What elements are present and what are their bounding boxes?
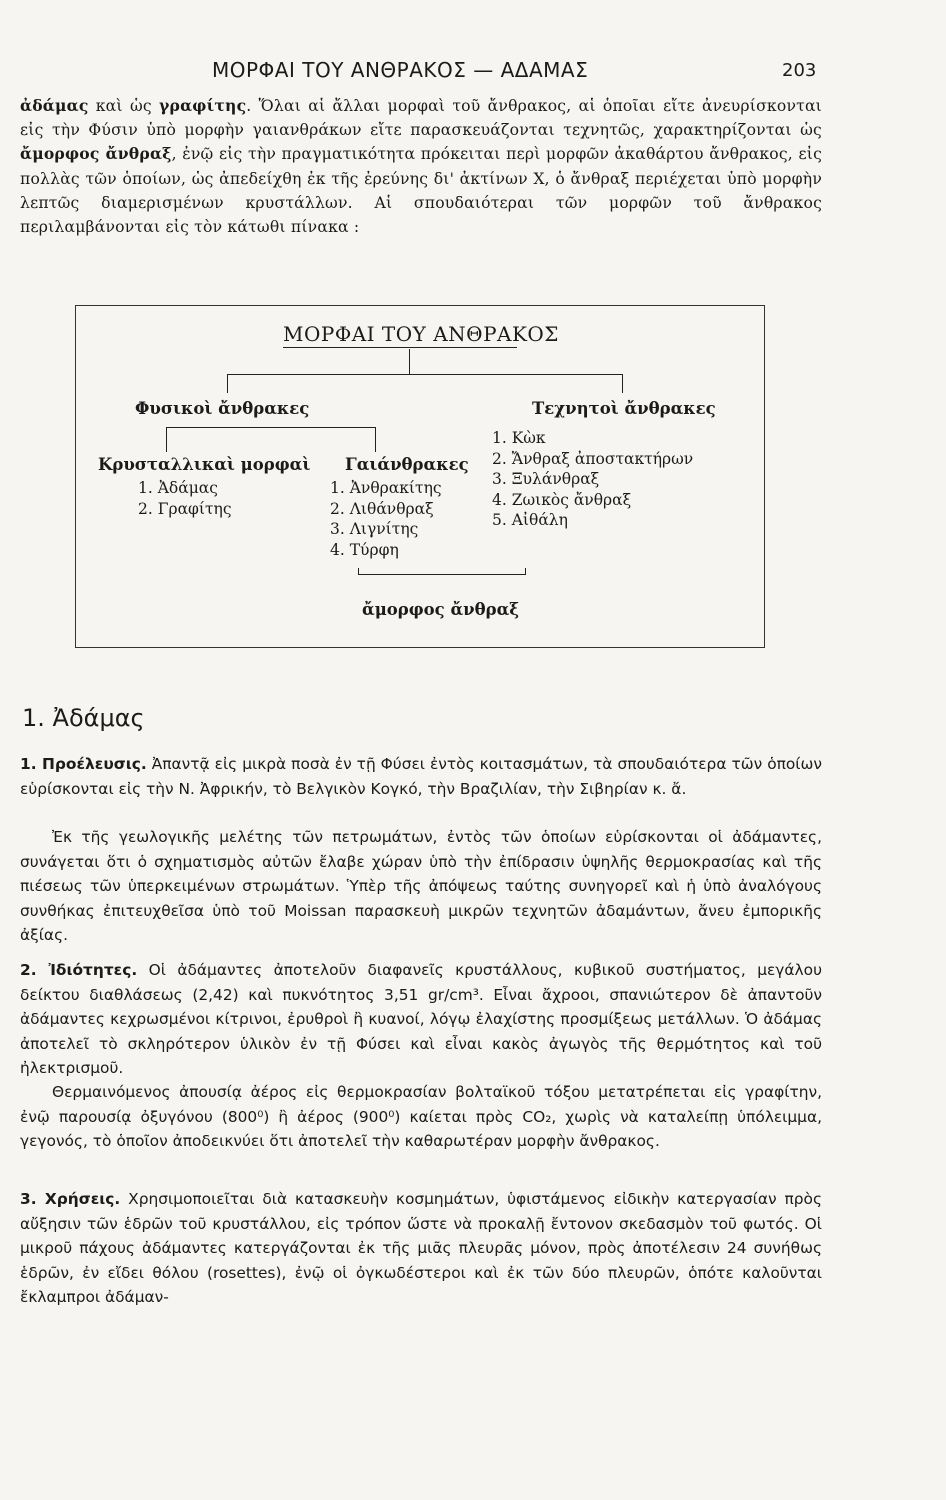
properties-label: 2. Ἰδιότητες. (20, 961, 138, 979)
list-item: 3. Ξυλάνθραξ (492, 470, 600, 488)
crystalline-list (138, 478, 232, 519)
term-graphite: γραφίτης (159, 96, 247, 115)
uses-label: 3. Χρήσεις. (20, 1190, 121, 1208)
connector (166, 427, 376, 428)
intro-text-1: καὶ ὡς (88, 97, 160, 115)
list-item: 2. Γραφίτης (138, 499, 232, 518)
list-item: 4. Ζωικὸς ἄνθραξ (492, 490, 632, 509)
connector (227, 374, 228, 393)
properties-paragraph (20, 958, 822, 1081)
artificial-list (492, 428, 693, 531)
header-title: ΜΟΡΦΑΙ ΤΟΥ ΑΝΘΡΑΚΟΣ — ΑΔΑΜΑΣ (212, 58, 589, 82)
properties-text: Οἱ ἀδάμαντες ἀποτελοῦν διαφανεῖς κρυστάλλους, κυβικοῦ συστήματος, μεγάλου δείκτου διαθλάσεως (2,42) καὶ πυκνότητος 3,51 gr/cm³. Εἶναι ἄχροοι, σπανιώτερον δὲ ἀπαντοῦν ἀδάμαντες κεχρωσμένοι κίτρινοι, ἐρυθροὶ ἢ κυανοί, λόγῳ ἐλαχίστης προσμίξεως μετάλλων. Ὁ ἀδάμας ἀποτελεῖ τὸ σκληρότερον ὑλικὸν ἐν τῇ Φύσει καὶ εἶναι κακὸς ἀγωγὸς τῆς θερμότητος καὶ τοῦ ἠλεκτρισμοῦ. (20, 961, 822, 1077)
list-item: 1. Ἀνθρακίτης (330, 479, 442, 497)
list-item: 5. Αἰθάλη (492, 511, 568, 529)
artificial-carbons-label: Τεχνητοὶ ἄνθρακες (532, 399, 716, 418)
list-item: 2. Ἄνθραξ ἀποστακτήρων (492, 449, 694, 468)
running-header (0, 58, 946, 88)
origin-label: 1. Προέλευσις. (20, 755, 147, 773)
natural-carbons-label: Φυσικοὶ ἄνθρακες (135, 399, 310, 418)
page-number: 203 (782, 60, 817, 81)
list-item: 4. Τύρφη (330, 540, 399, 559)
crystalline-forms-label: Κρυσταλλικαὶ μορφαὶ (98, 455, 311, 474)
list-item: 2. Λιθάνθραξ (330, 499, 434, 518)
coals-list (330, 478, 442, 560)
list-item: 1. Ἀδάμας (138, 479, 218, 497)
connector (227, 374, 623, 375)
connector (166, 427, 167, 452)
connector (525, 568, 526, 575)
origin-text: Ἀπαντᾷ εἰς μικρὰ ποσὰ ἐν τῇ Φύσει ἐντὸς κοιτασμάτων, τὰ σπουδαιότερα τῶν ὁποίων εὑρίσκονται εἰς τὴν Ν. Ἀφρικήν, τὸ Βελγικὸν Κογκό, τὴν Βραζιλίαν, τὴν Σιβηρίαν κ. ἄ. (20, 755, 823, 798)
section-heading: 1. Ἀδάμας (22, 704, 145, 732)
coals-label: Γαιάνθρακες (345, 455, 469, 474)
diagram-title: ΜΟΡΦΑΙ ΤΟΥ ΑΝΘΡΑΚΟΣ (283, 322, 559, 346)
uses-text: Χρησιμοποιεῖται διὰ κατασκευὴν κοσμημάτων, ὑφιστάμενος εἰδικὴν κατεργασίαν πρὸς αὔξησιν τῶν ἑδρῶν τοῦ κρυστάλλου, εἰς τρόπον ὥστε νὰ προκαλῇ ἔντονον σκεδασμὸν τοῦ φωτός. Οἱ μικροῦ πάχους ἀδάμαντες κατεργάζονται ἐκ τῆς μιᾶς πλευρᾶς μόνον, πρὸς ἀποτέλεσιν 24 συνήθως ἑδρῶν, ἐν εἴδει θόλου (rosettes), ἐνῷ οἱ ὀγκωδέστεροι καὶ ἐκ τῶν δύο πλευρῶν, ὁπότε καλοῦνται ἔκλαμπροι ἀδάμαν- (20, 1190, 822, 1306)
connector (375, 427, 376, 452)
connector (358, 574, 526, 575)
connector (622, 374, 623, 393)
intro-text-2: . Ὅλαι αἱ ἄλλαι μορφαὶ τοῦ ἄνθρακος, αἱ ὁποῖαι εἴτε ἀνευρίσκονται εἰς τὴν Φύσιν ὑπὸ μορφὴν γαιανθράκων εἴτε παρασκευάζονται τεχνητῶς, χαρακτηρίζονται ὡς (20, 97, 822, 140)
list-item: 3. Λιγνίτης (330, 520, 419, 538)
uses-paragraph (20, 1187, 822, 1310)
title-underline (283, 347, 517, 348)
intro-text-3: , ἐνῷ εἰς τὴν πραγματικότητα πρόκειται περὶ μορφῶν ἀκαθάρτου ἄνθρακος, εἰς πολλὰς τῶν ὁποίων, ὡς ἀπεδείχθη ἐκ τῆς ἐρεύνης δι' ἀκτίνων X, ὁ ἄνθραξ περιέχεται ὑπὸ μορφὴν λεπτῶς διαμερισμένων κρυστάλλων. Αἱ σπουδαιότεραι τῶν μορφῶν τοῦ ἄνθρακος περιλαμβάνονται εἰς τὸν κάτωθι πίνακα : (20, 145, 823, 237)
carbon-forms-diagram (75, 305, 765, 648)
connector (358, 568, 359, 575)
term-amorphous: ἄμορφος ἄνθραξ (20, 144, 172, 164)
origin-paragraph-2: Ἐκ τῆς γεωλογικῆς μελέτης τῶν πετρωμάτων, ἐντὸς τῶν ὁποίων εὑρίσκονται οἱ ἀδάμαντες, συνάγεται ὅτι ὁ σχηματισμὸς αὐτῶν ἔλαβε χώραν ὑπὸ τὴν ἐπίδρασιν ὑψηλῆς θερμοκρασίας καὶ τῆς πιέσεως τῶν ὑπερκειμένων στρωμάτων. Ὑπὲρ τῆς ἀπόψεως ταύτης συνηγορεῖ καὶ ἡ ὑπὸ ἀναλόγους συνθήκας ἐπιτευχθεῖσα ὑπὸ τοῦ Moissan παρασκευὴ μικρῶν τεχνητῶν ἀδαμάντων, ἄνευ ἐμπορικῆς ἀξίας. (20, 828, 822, 944)
properties-paragraph-2: Θερμαινόμενος ἀπουσίᾳ ἀέρος εἰς θερμοκρασίαν βολταϊκοῦ τόξου μετατρέπεται εἰς γραφίτην, ἐνῷ παρουσίᾳ ὀξυγόνου (800⁰) ἢ ἀέρος (900⁰) καίεται πρὸς CO₂, χωρὶς νὰ καταλείπῃ ὑπόλειμμα, γεγονός, τὸ ὁποῖον ἀποδεικνύει ὅτι ἀποτελεῖ τὴν καθαρωτέραν μορφὴν ἄνθρακος. (20, 1083, 822, 1150)
list-item: 1. Κὼκ (492, 429, 546, 447)
origin-paragraph (20, 752, 822, 801)
intro-paragraph (20, 94, 822, 239)
amorphous-carbon-label: ἄμορφος ἄνθραξ (362, 600, 520, 619)
term-adamas: ἀδάμας (20, 96, 89, 115)
connector (409, 349, 410, 374)
